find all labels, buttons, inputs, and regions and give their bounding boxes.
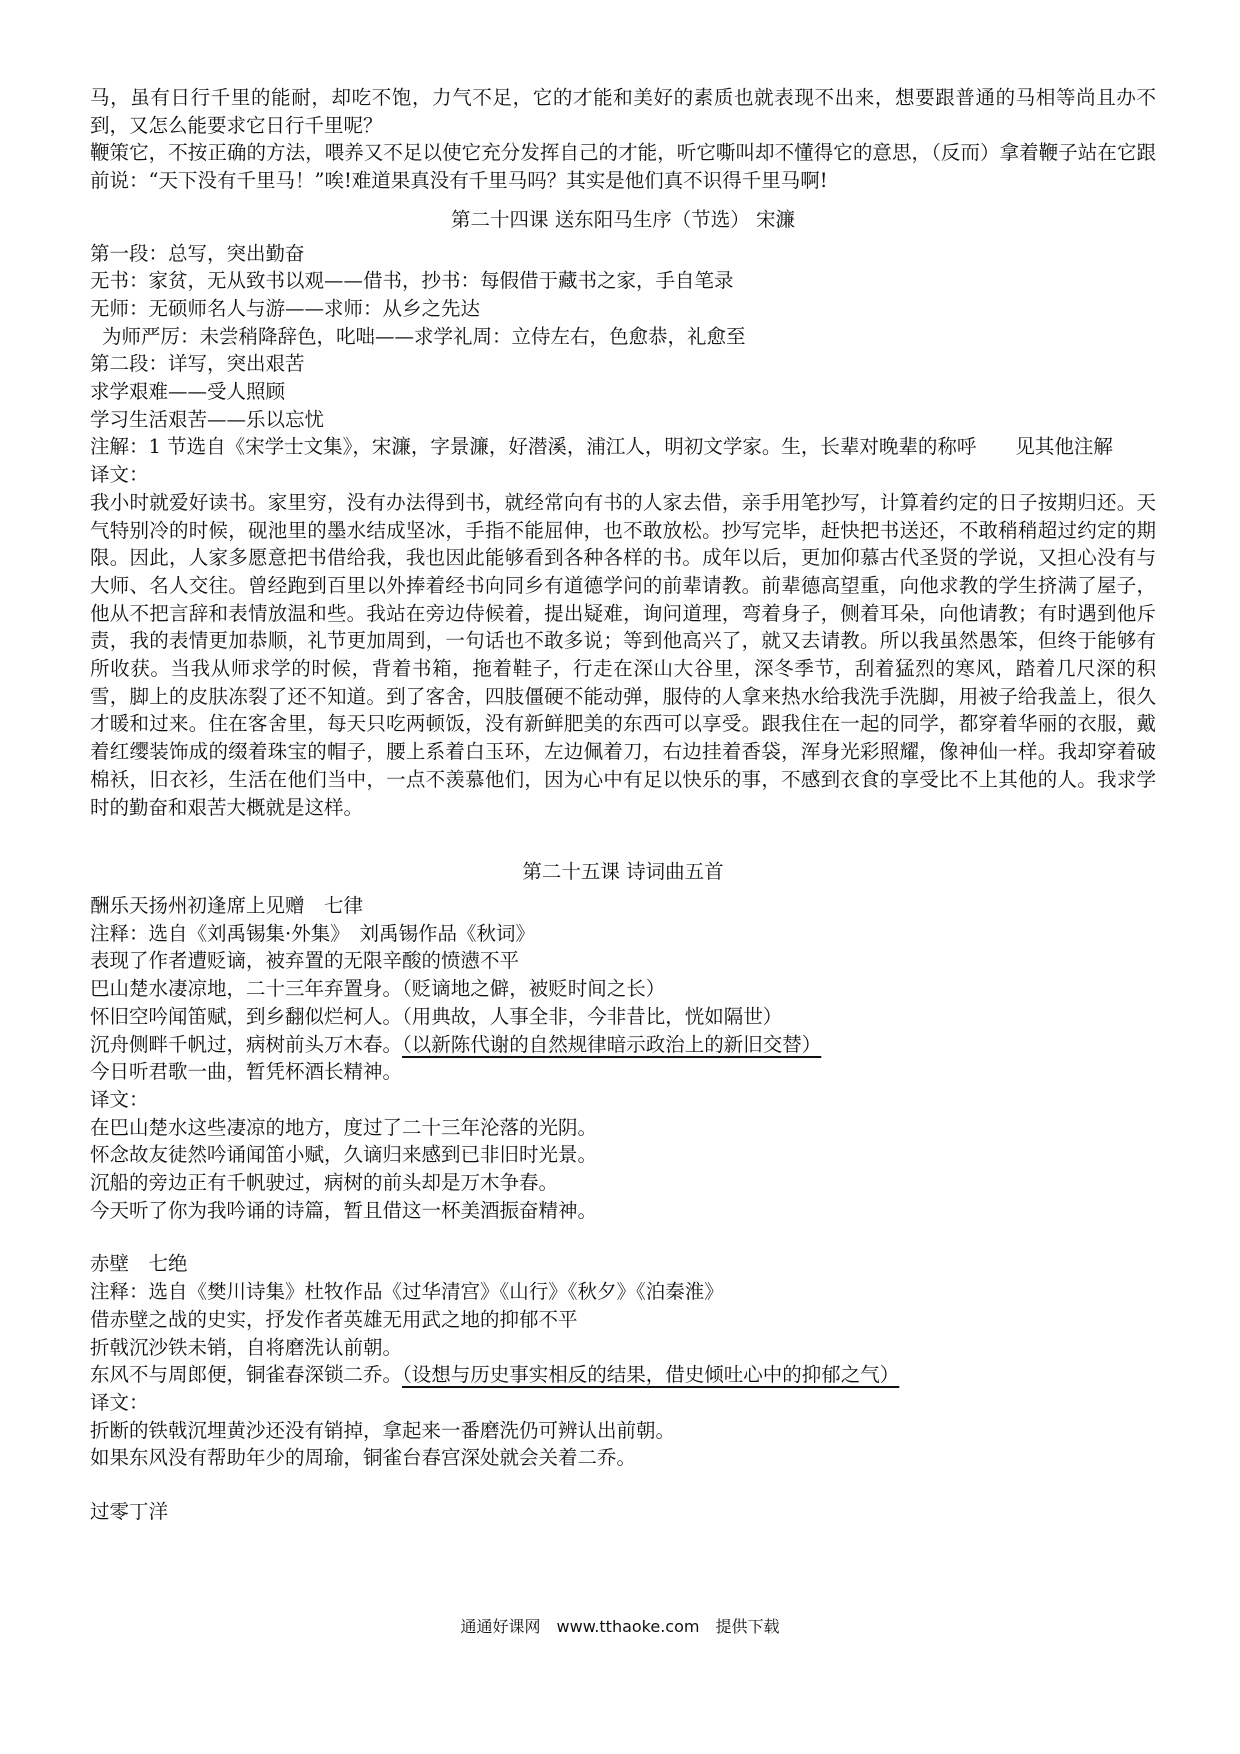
poem-1-translation-line: 怀念故友徒然吟诵闻笛小赋，久谪归来感到已非旧时光景。 xyxy=(90,1143,598,1167)
poem-1-theme: 表现了作者遭贬谪，被弃置的无限辛酸的愤懑不平 xyxy=(90,949,520,973)
lesson-24-line: 无书：家贫，无从致书以观——借书，抄书：每假借于藏书之家，手自笔录 xyxy=(90,269,734,293)
poem-1-translation-label: 译文： xyxy=(90,1087,149,1111)
lesson-24-translation: 我小时就爱好读书。家里穷，没有办法得到书，就经常向有书的人家去借，亲手用笔抄写，计算着约定的日子按期归还。天气特别冷的时候，砚池里的墨水结成坚冰，手指不能屈伸，也不敢放松。抄写完毕，赶快把书送还，不敢稍稍超过约定的期限。因此，人家多愿意把书借给我，我也因此能够看到各种各样的书。成年以后，更加仰慕古代圣贤的学说，又担心没有与大师、名人交往。曾经跑到百里以外捧着经书向同乡有道德学问的前辈请教。前辈德高望重，向他求教的学生挤满了屋子，他从不把言辞和表情放温和些。我站在旁边侍候着，提出疑难，询问道理，弯着身子，侧着耳朵，向他请教；有时遇到他斥责，我的表情更加恭顺，礼节更加周到，一句话也不敢多说；等到他高兴了，就又去请教。所以我虽然愚笨，但终于能够有所收获。当我从师求学的时候，背着书箱，拖着鞋子，行走在深山大谷里，深冬季节，刮着猛烈的寒风，踏着几尺深的积雪，脚上的皮肤冻裂了还不知道。到了客舍，四肢僵硬不能动弹，服侍的人拿来热水给我洗手洗脚，用被子给我盖上，很久才暖和过来。住在客舍里，每天只吃两顿饭，没有新鲜肥美的东西可以享受。跟我住在一起的同学，都穿着华丽的衣服，戴着红缨装饰成的缀着珠宝的帽子，腰上系着白玉环，左边佩着刀，右边挂着香袋，浑身光彩照耀，像神仙一样。我却穿着破棉袄，旧衣衫，生活在他们当中，一点不羡慕他们，因为心中有足以快乐的事，不感到衣食的享受比不上其他的人。我求学时的勤奋和艰苦大概就是这样。 xyxy=(90,490,1156,819)
poem-1-line: 怀旧空吟闻笛赋，到乡翻似烂柯人。（用典故，人事全非，今非昔比，恍如隔世） xyxy=(90,1004,783,1028)
lesson-25-title: 第二十五课 诗词曲五首 xyxy=(522,860,724,884)
lesson-24-title: 第二十四课 送东阳马生序（节选） 宋濂 xyxy=(451,207,795,231)
poem-1-line-underlined-note: （以新陈代谢的自然规律暗示政治上的新旧交替） xyxy=(402,1032,822,1056)
page-footer: 通通好课网 www.tthaoke.com 提供下载 xyxy=(460,1617,780,1636)
poem-1-line: 今日听君歌一曲，暂凭杯酒长精神。 xyxy=(90,1060,403,1084)
lesson-24-line: 求学艰难——受人照顾 xyxy=(90,380,286,404)
poem-2-translation-label: 译文： xyxy=(90,1390,149,1414)
poem-1-translation-line: 在巴山楚水这些凄凉的地方，度过了二十三年沦落的光阴。 xyxy=(90,1115,598,1139)
poem-2-theme: 借赤壁之战的史实，抒发作者英雄无用武之地的抑郁不平 xyxy=(90,1307,578,1331)
poem-1-translation-line: 今天听了你为我吟诵的诗篇，暂且借这一杯美酒振奋精神。 xyxy=(90,1198,598,1222)
poem-2-line: 折戟沉沙铁未销，自将磨洗认前朝。 xyxy=(90,1335,403,1359)
poem-2-line xyxy=(90,1361,1156,1389)
poem-2-line-text: 东风不与周郎便，铜雀春深锁二乔。 xyxy=(90,1363,403,1387)
intro-paragraph-1: 马，虽有日行千里的能耐，却吃不饱，力气不足，它的才能和美好的素质也就表现不出来，想要跟普通的马相等尚且办不到，又怎么能要求它日行千里呢？ xyxy=(90,86,1156,137)
lesson-24-translation-label: 译文： xyxy=(90,463,149,487)
poem-1-translation-line: 沉船的旁边正有千帆驶过，病树的前头却是万木争春。 xyxy=(90,1171,559,1195)
poem-2-title: 赤壁 七绝 xyxy=(90,1252,188,1276)
document-body xyxy=(90,84,1156,1526)
poem-2-line-underlined-note: （设想与历史事实相反的结果，借史倾吐心中的抑郁之气） xyxy=(402,1363,900,1387)
lesson-24-line: 无师：无硕师名人与游——求师：从乡之先达 xyxy=(90,296,481,320)
intro-paragraph-2: 鞭策它，不按正确的方法，喂养又不足以使它充分发挥自己的才能，听它嘶叫却不懂得它的意思，（反而）拿着鞭子站在它跟前说：“天下没有千里马！”唉!难道果真没有千里马吗？其实是他们真不识得千里马啊! xyxy=(90,141,1156,193)
poem-1-line xyxy=(90,1031,1156,1059)
poem-1-title: 酬乐天扬州初逢席上见赠 七律 xyxy=(90,893,364,917)
lesson-24-line: 为师严厉：未尝稍降辞色，叱咄——求学礼周：立侍左右，色愈恭，礼愈至 xyxy=(102,324,746,348)
poem-1-note: 注释：选自《刘禹锡集·外集》 刘禹锡作品《秋词》 xyxy=(90,921,535,945)
poem-1-line-text: 沉舟侧畔千帆过，病树前头万木春。 xyxy=(90,1032,403,1056)
poem-1-line: 巴山楚水凄凉地，二十三年弃置身。（贬谪地之僻，被贬时间之长） xyxy=(90,977,666,1001)
lesson-24-note: 注解：1 节选自《宋学士文集》，宋濂，字景濂，好潜溪，浦江人，明初文学家。生，长辈对晚辈的称呼 见其他注解 xyxy=(90,435,1113,459)
poem-2-translation-line: 如果东风没有帮助年少的周瑜，铜雀台春宫深处就会关着二乔。 xyxy=(90,1446,637,1470)
poem-3-title: 过零丁洋 xyxy=(90,1500,169,1524)
poem-2-translation-line: 折断的铁戟沉埋黄沙还没有销掉，拿起来一番磨洗仍可辨认出前朝。 xyxy=(90,1418,676,1442)
lesson-24-line: 第二段：详写，突出艰苦 xyxy=(90,352,305,376)
poem-2-note: 注释：选自《樊川诗集》杜牧作品《过华清宫》《山行》《秋夕》《泊秦淮》 xyxy=(90,1280,724,1304)
lesson-24-line: 学习生活艰苦——乐以忘忧 xyxy=(90,407,325,431)
lesson-24-line: 第一段：总写，突出勤奋 xyxy=(90,241,305,265)
